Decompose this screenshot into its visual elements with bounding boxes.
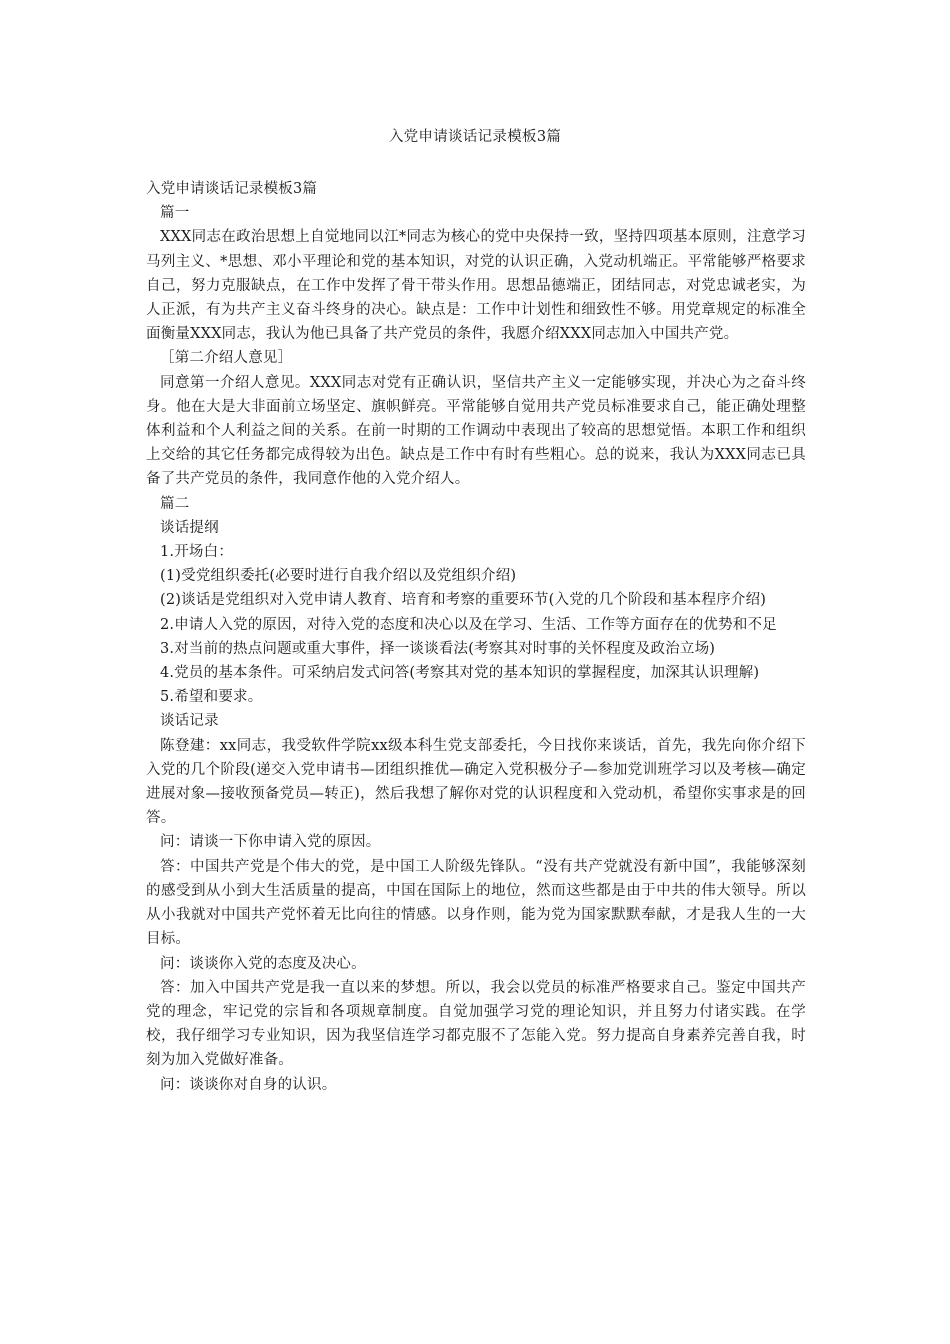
page-title: 入党申请谈话记录模板3篇 [388,129,562,145]
paragraph: XXX同志在政治思想上自觉地同以江*同志为核心的党中央保持一致，坚持四项基本原则，注意学习马列主义、*思想、邓小平理论和党的基本知识，对党的认识正确，入党动机端正。平常能够严格要求自己，努力克服缺点，在工作中发挥了骨干带头作用。思想品德端正，团结同志，对党忠诚老实，为人正派，有为共产主义奋斗终身的决心。缺点是：工作中计划性和细致性不够。用党章规定的标准全面衡量XXX同志，我认为他已具备了共产党员的条件，我愿介绍XXX同志加入中国共产党。 [146,229,806,343]
paragraph: 问：请谈一下你申请入党的原因。 [160,834,381,851]
paragraph: 4.党员的基本条件。可采纳启发式问答(考察其对党的基本知识的掌握程度，加深其认识理解) [160,665,760,682]
paragraph: 问：谈谈你对自身的认识。 [160,1076,337,1093]
document-body [146,177,806,1097]
paragraph: (1)受党组织委托(必要时进行自我介绍以及党组织介绍) [160,568,517,585]
paragraph: 篇二 [160,495,190,512]
paragraph: 答：加入中国共产党是我一直以来的梦想。所以，我会以党员的标准严格要求自己。鉴定中国共产党的理念，牢记党的宗旨和各项规章制度。自觉加强学习党的理论知识，并且努力付诸实践。在学校，我仔细学习专业知识，因为我坚信连学习都克服不了怎能入党。努力提高自身素养完善自我，时刻为加入党做好准备。 [146,979,806,1069]
paragraph: 谈话提纲 [160,519,219,536]
paragraph: 入党申请谈话记录模板3篇 [146,181,318,197]
paragraph: ［第二介绍人意见］ [160,350,293,367]
paragraph: 5.希望和要求。 [160,689,263,706]
paragraph: 3.对当前的热点问题或重大事件，择一谈谈看法(考察其对时事的关怀程度及政治立场) [160,640,716,657]
paragraph: 同意第一介绍人意见。XXX同志对党有正确认识，坚信共产主义一定能够实现，并决心为之奋斗终身。他在大是大非面前立场坚定、旗帜鲜亮。平常能够自觉用共产党员标准要求自己，能正确处理整体利益和个人利益之间的关系。在前一时期的工作调动中表现出了较高的思想觉悟。本职工作和组织上交给的其它任务都完成得较为出色。缺点是工作中有时有些粗心。总的说来，我认为XXX同志已具备了共产党员的条件，我同意作他的入党介绍人。 [146,374,806,488]
paragraph: 陈登建：xx同志，我受软件学院xx级本科生党支部委托，今日找你来谈话，首先，我先向你介绍下入党的几个阶段(递交入党申请书—团组织推优—确定入党积极分子—参加党训班学习以及考核—确定进展对象—接收预备党员—转正)，然后我想了解你对党的认识程度和入党动机，希望你实事求是的回答。 [146,737,806,827]
paragraph: 2.申请人入党的原因，对待入党的态度和决心以及在学习、生活、工作等方面存在的优势和不足 [160,616,777,633]
paragraph: 答：中国共产党是个伟大的党，是中国工人阶级先锋队。“没有共产党就没有新中国”，我能够深刻的感受到从小到大生活质量的提高，中国在国际上的地位，然而这些都是由于中共的伟大领导。所以从小我就对中国共产党怀着无比向往的情感。以身作则，能为党为国家默默奉献，才是我人生的一大目标。 [146,858,806,948]
paragraph: 1.开场白： [160,544,234,561]
paragraph: 篇一 [160,205,190,222]
paragraph: 问：谈谈你入党的态度及决心。 [160,955,366,972]
paragraph: 谈话记录 [160,713,219,730]
paragraph: (2)谈话是党组织对入党申请人教育、培育和考察的重要环节(入党的几个阶段和基本程序介绍) [160,592,767,609]
